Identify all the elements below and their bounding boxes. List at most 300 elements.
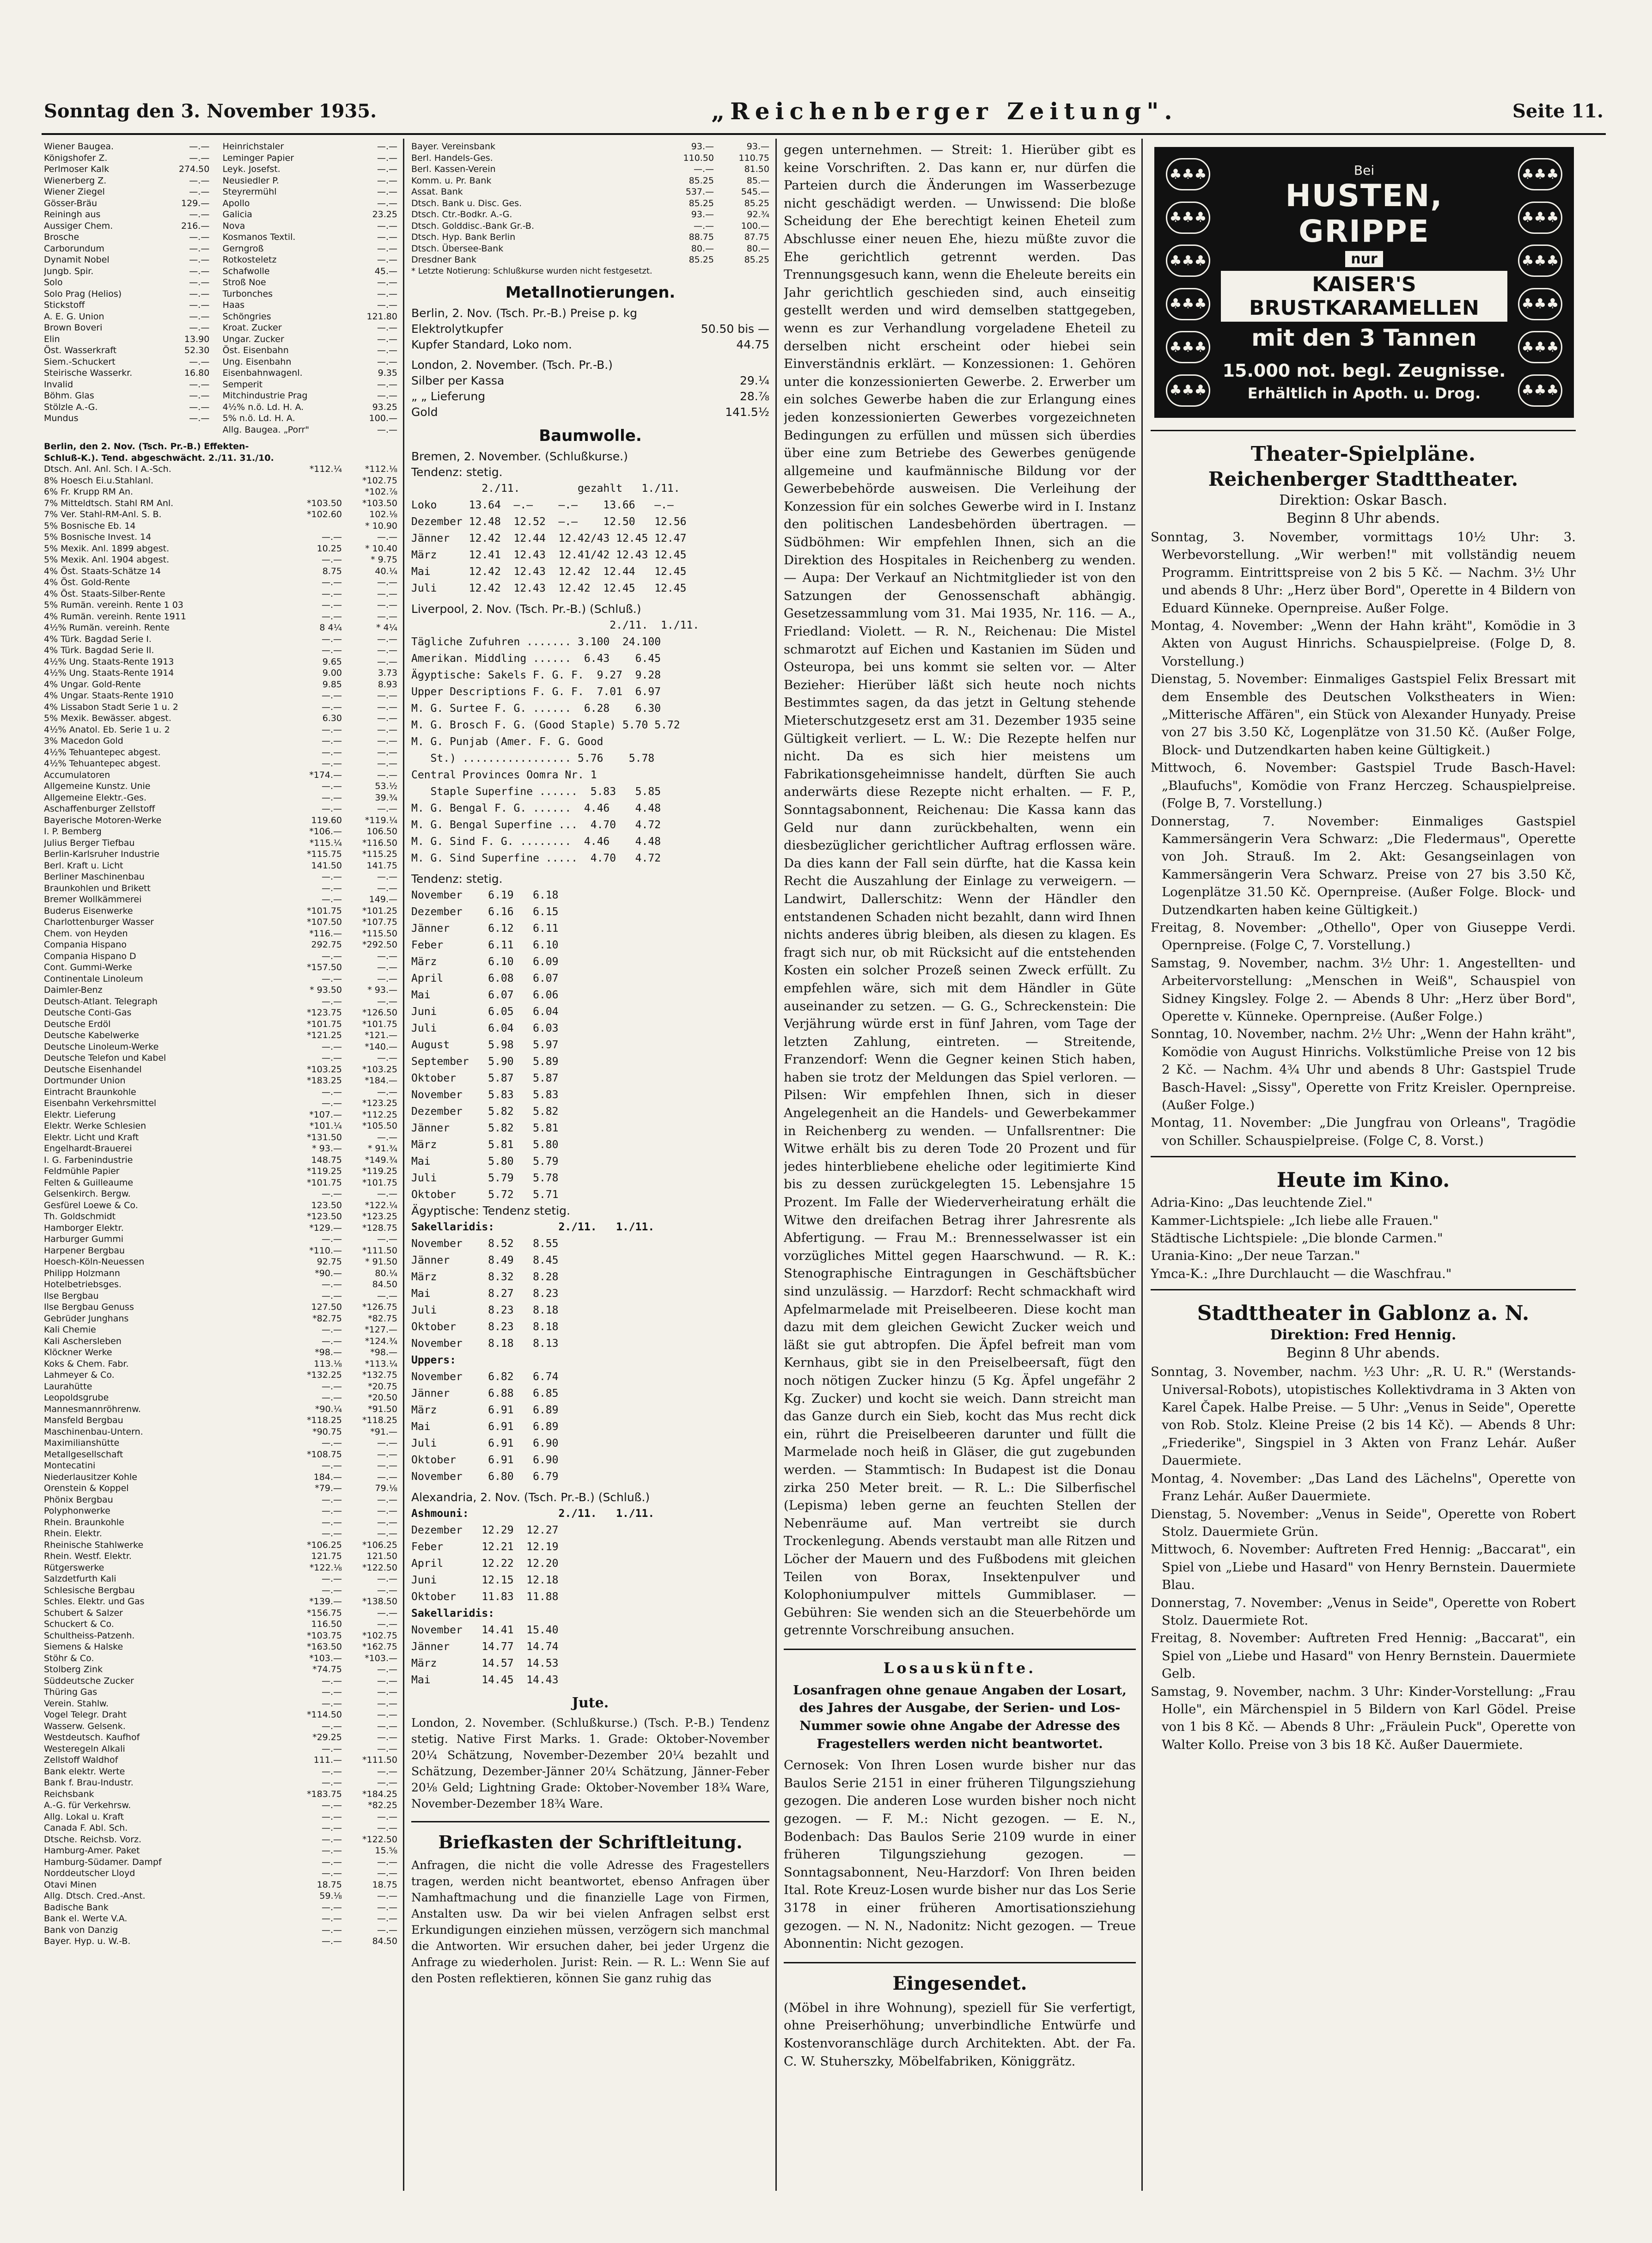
stock-value: —.—	[377, 1290, 397, 1301]
metal-row-label: Kupfer Standard, Loko nom.	[411, 338, 572, 351]
stock-name: Buderus Eisenwerke	[44, 905, 133, 916]
stock-name: Elektr. Werke Schlesien	[44, 1121, 146, 1131]
price-row: Mai 14.45 14.43	[411, 1674, 559, 1686]
stock-name: Eintracht Braunkohle	[44, 1087, 136, 1097]
stock-name: Perlmoser Kalk	[44, 164, 110, 174]
stock-row	[44, 1743, 397, 1755]
stock-row	[44, 1709, 397, 1721]
stock-row	[44, 1132, 397, 1143]
stock-name: Verein. Stahlw.	[44, 1698, 109, 1709]
stock-row	[44, 984, 397, 996]
stock-row	[44, 1109, 397, 1121]
price-row: Mai 6.91 6.89	[411, 1421, 559, 1433]
program-entry: Montag, 4. November: „Wenn der Hahn kräht", Komödie in 3 Akten von August Hinrichs. Schauspielpreise. (Folge D, 8. Vorstellung.)	[1151, 618, 1576, 669]
stock-name: Ungar. Zucker	[222, 334, 284, 344]
stock-value: —.—	[377, 736, 397, 746]
stock-name: Chem. von Heyden	[44, 928, 128, 939]
stock-name: 5% Rumän. vereinh. Rente 1 03	[44, 600, 183, 610]
price-row: Amerikan. Middling ...... 6.43 6.45	[411, 653, 661, 665]
stock-name: Deutsche Erdöl	[44, 1019, 111, 1029]
stock-value: —.—	[321, 1675, 342, 1686]
stock-value: *101.75	[362, 1177, 397, 1188]
stock-row	[44, 1437, 397, 1449]
stock-value: *106.25	[307, 1540, 342, 1550]
stock-value: 53.½	[375, 781, 397, 791]
stock-value: —.—	[321, 1687, 342, 1697]
stock-row	[44, 1562, 397, 1574]
ashmouni-rows	[411, 1522, 769, 1605]
stock-value: 84.50	[372, 1936, 397, 1946]
stock-value: 52.30	[184, 345, 210, 355]
ashmouni-header: Ashmouni: 2./11. 1./11.	[411, 1508, 655, 1520]
stock-value: 184.—	[313, 1472, 342, 1482]
program-entry: Dienstag, 5. November: „Venus in Seide", Operette von Robert Stolz. Dauermiete Grün.	[1151, 1506, 1576, 1539]
stock-name: Elektr. Lieferung	[44, 1109, 116, 1120]
stock-value: *105.50	[362, 1121, 397, 1131]
stock-row	[44, 1256, 397, 1268]
stock-name: Elin	[44, 334, 60, 344]
stock-value: —.—	[377, 1449, 397, 1460]
bank-name: Bayer. Vereinsbank	[411, 141, 496, 152]
metal-london-row	[411, 373, 769, 389]
stock-name: A. E. G. Union	[44, 311, 104, 322]
stock-value: —.—	[377, 1710, 397, 1720]
stock-row	[44, 1347, 397, 1358]
stock-name: Invalid	[44, 379, 73, 390]
program-entry: Samstag, 9. November, nachm. 3½ Uhr: 1. Angestellten- und Arbeitervorstellung: „Menschen in Weiß", Schauspiel von Sidney Kingsley. Folge 2. — Abends 8 Uhr: „Herz über Bord", Operette v. Künneke. Opernpreise. (Außer Folge.)	[1151, 955, 1576, 1024]
stock-row	[44, 266, 397, 277]
stock-row	[44, 532, 397, 543]
stock-value: —.—	[189, 277, 210, 287]
stock-name: 5% Mexik. Anl. 1899 abgest.	[44, 543, 170, 554]
stock-row	[44, 781, 397, 792]
stock-name: Semperit	[222, 379, 263, 390]
stock-value: —.—	[189, 153, 210, 163]
metal-row-value: 50.50 bis —	[701, 322, 769, 336]
stock-name: Schöngries	[222, 311, 271, 322]
stock-name: Phönix Bergbau	[44, 1494, 113, 1505]
bank-value: 100.—	[741, 220, 769, 231]
uppers-rows	[411, 1369, 769, 1485]
stock-row	[44, 1143, 397, 1155]
stock-name: Aschaffenburger Zellstoff	[44, 804, 155, 814]
price-row: Jänner 14.77 14.74	[411, 1641, 559, 1653]
kino-list	[1151, 1194, 1576, 1283]
price-row: März 8.32 8.28	[411, 1271, 559, 1283]
bank-name: Dresdner Bank	[411, 255, 476, 265]
price-row: Central Provinces Oomra Nr. 1	[411, 769, 597, 781]
stock-value: —.—	[321, 1800, 342, 1810]
ad-text	[1221, 158, 1507, 407]
stock-name: Reiningh aus	[44, 209, 101, 220]
page-header	[44, 95, 1603, 127]
stock-name: Öst. Eisenbahn	[222, 345, 289, 355]
stock-value: —.—	[321, 1868, 342, 1878]
stock-value: *119.25	[307, 1166, 342, 1176]
bank-value: 88.75	[689, 232, 714, 242]
stock-value: —.—	[321, 1834, 342, 1845]
stock-value: *107.—	[309, 1109, 342, 1120]
stock-value: *82.75	[368, 1313, 397, 1324]
stock-row	[44, 475, 397, 487]
stock-row	[44, 1596, 397, 1607]
stock-name: Compania Hispano	[44, 940, 127, 950]
stock-value: —.—	[321, 555, 342, 565]
stock-name: Salzdetfurth Kali	[44, 1574, 116, 1584]
stock-value: 13.90	[184, 334, 210, 344]
stock-name: 5% n.ö. Ld. H. A.	[222, 413, 295, 423]
berlin-stock-list	[44, 464, 397, 1947]
stock-value: —.—	[377, 1438, 397, 1448]
stock-value: *163.50	[307, 1642, 342, 1652]
stock-name: Bank von Danzig	[44, 1925, 118, 1935]
column-divider-2	[775, 139, 777, 2191]
stock-name: Niederlausitzer Kohle	[44, 1472, 137, 1482]
stock-value: —.—	[321, 1234, 342, 1244]
uppers-header: Uppers:	[411, 1354, 456, 1366]
stock-value: —.—	[377, 288, 397, 299]
stock-value: *115.50	[362, 928, 397, 939]
stock-value: —.—	[321, 1381, 342, 1392]
stock-row	[44, 1936, 397, 1947]
price-row: Juli 8.23 8.18	[411, 1304, 559, 1316]
stock-value: * 10.90	[365, 520, 397, 531]
kino-entry: Urania-Kino: „Der neue Tarzan."	[1151, 1248, 1360, 1264]
stock-row	[44, 390, 397, 402]
stock-row	[44, 1302, 397, 1313]
stock-row	[44, 577, 397, 588]
stock-value: *162.75	[362, 1642, 397, 1652]
stock-name: Schlesische Bergbau	[44, 1585, 135, 1595]
letters-column	[784, 141, 1136, 2193]
price-row: Jänner 12.42 12.44 12.42/43 12.45 12.47	[411, 532, 687, 544]
stock-name: Carborundum	[44, 243, 104, 254]
stock-value: *140.—	[365, 1041, 397, 1052]
stock-name: Gelsenkirch. Bergw.	[44, 1189, 131, 1199]
stock-row	[44, 345, 397, 356]
price-row: März 5.81 5.80	[411, 1139, 559, 1151]
stock-row	[44, 141, 397, 153]
price-row: Jänner 8.49 8.45	[411, 1254, 559, 1266]
tree-icon: ♣♣♣	[1166, 244, 1210, 277]
stock-value: *112.¼	[309, 464, 342, 474]
stock-row	[44, 1664, 397, 1675]
stock-value: —.—	[321, 951, 342, 961]
stock-value: *122.50	[362, 1834, 397, 1845]
stock-value: *183.25	[307, 1076, 342, 1086]
stock-value: —.—	[189, 243, 210, 254]
stock-value: *101.75	[307, 905, 342, 916]
stock-row	[44, 1426, 397, 1438]
stock-name: Westeregeln Alkali	[44, 1743, 125, 1754]
price-row: Upper Descriptions F. G. F. 7.01 6.97	[411, 686, 661, 698]
bank-value: 80.—	[746, 243, 769, 254]
kino-entry: Ymca-K.: „Ihre Durchlaucht — die Waschfrau."	[1151, 1266, 1452, 1281]
price-row: Oktober 11.83 11.88	[411, 1591, 559, 1603]
reichenberg-theater-title: Reichenberger Stadttheater.	[1208, 468, 1518, 490]
stock-row	[44, 1483, 397, 1494]
stock-value: *101.75	[362, 1019, 397, 1029]
stock-value: 9.65	[322, 656, 342, 667]
stock-value: *103.—	[309, 1653, 342, 1663]
ad-tree-border-right	[1515, 158, 1566, 407]
stock-name: Norddeutscher Lloyd	[44, 1868, 135, 1878]
stock-value: —.—	[377, 1517, 397, 1528]
stock-name: Rütgerswerke	[44, 1562, 104, 1573]
price-row: Oktober 5.87 5.87	[411, 1072, 559, 1084]
stock-row	[44, 1313, 397, 1325]
stock-value: 92.75	[317, 1257, 342, 1267]
stock-name: Bremer Wollkämmerei	[44, 894, 142, 905]
stock-name: Kali Chemie	[44, 1325, 96, 1335]
stock-row	[44, 1653, 397, 1664]
stock-name: Allg. Lokal u. Kraft	[44, 1811, 124, 1822]
price-row: Oktober 8.23 8.18	[411, 1321, 559, 1333]
stock-name: Rhein. Braunkohle	[44, 1517, 124, 1528]
stock-row	[44, 566, 397, 577]
stock-value: *79.—	[315, 1483, 342, 1493]
bank-value: —.—	[693, 164, 714, 174]
stock-name: Julius Berger Tiefbau	[44, 837, 135, 848]
stock-value: —.—	[321, 1041, 342, 1052]
stock-name: Felten & Guilleaume	[44, 1177, 134, 1188]
stock-value: —.—	[189, 187, 210, 197]
stock-name: Ung. Eisenbahn	[222, 356, 292, 367]
stock-value: —.—	[321, 1098, 342, 1108]
bank-value: 80.—	[691, 243, 714, 254]
bank-value: 85.—	[746, 175, 769, 186]
stock-value: *102.60	[307, 509, 342, 519]
kino-entry: Adria-Kino: „Das leuchtende Ziel."	[1151, 1195, 1373, 1210]
gablonz-rule	[1151, 1289, 1576, 1290]
gablonz-theater-title: Stadttheater in Gablonz a. N.	[1197, 1302, 1530, 1326]
stock-value: —.—	[377, 1189, 397, 1199]
stock-value: —.—	[377, 1732, 397, 1742]
stock-name: 4½% Anatol. Eb. Serie 1 u. 2	[44, 724, 170, 735]
stock-row	[44, 1211, 397, 1222]
stock-value: —.—	[377, 724, 397, 735]
metal-london-row	[411, 404, 769, 420]
stock-value: 79.⅛	[375, 1483, 397, 1493]
stock-value: 100.—	[369, 413, 397, 423]
stock-value: *102.⅞	[365, 487, 397, 497]
stock-row	[44, 588, 397, 600]
stock-row	[44, 917, 397, 928]
briefkasten-rule	[411, 1821, 769, 1822]
stock-row	[44, 1075, 397, 1087]
tree-icon: ♣♣♣	[1166, 158, 1210, 190]
tree-icon: ♣♣♣	[1518, 288, 1562, 320]
bank-value: 87.75	[744, 232, 769, 242]
price-row: März 6.10 6.09	[411, 956, 559, 968]
stock-value: *103.75	[307, 1630, 342, 1641]
price-row: März 14.57 14.53	[411, 1657, 559, 1669]
stock-value: *115.¼	[309, 837, 342, 848]
stock-value: —.—	[321, 577, 342, 587]
price-row: M. G. Sind Superfine ..... 4.70 4.72	[411, 852, 661, 864]
stock-value: *183.75	[307, 1789, 342, 1799]
price-row: November 5.83 5.83	[411, 1089, 559, 1101]
bank-name: Dtsch. Golddisc.-Bank Gr.-B.	[411, 220, 534, 231]
liverpool-header: 2./11. 1./11.	[411, 619, 700, 631]
ad-product: KAISER'S BRUSTKARAMELLEN	[1221, 271, 1507, 322]
stock-row	[44, 1505, 397, 1517]
stock-name: Steyrermühl	[222, 187, 277, 197]
stock-value: * 93.—	[312, 1143, 342, 1154]
stock-value: —.—	[189, 232, 210, 242]
stock-name: 4½% Tehuantepec abgest.	[44, 747, 161, 758]
stock-value: 18.75	[372, 1879, 397, 1890]
stock-name: Ilse Bergbau	[44, 1290, 99, 1301]
stock-value: —.—	[321, 736, 342, 746]
stock-value: 129.—	[181, 198, 210, 208]
stock-value: *174.—	[309, 770, 342, 780]
stock-value: —.—	[321, 1189, 342, 1199]
stock-name: Brown Boveri	[44, 323, 103, 333]
stock-name: Mitchindustrie Prag	[222, 391, 308, 401]
stock-row	[44, 815, 397, 826]
stock-value: —.—	[377, 356, 397, 367]
stock-row	[44, 645, 397, 656]
stock-value: 274.50	[178, 164, 210, 174]
metal-london-row	[411, 389, 769, 404]
bank-name: Komm. u. Pr. Bank	[411, 175, 492, 186]
stock-row	[44, 1607, 397, 1619]
stock-row	[44, 1925, 397, 1936]
stock-value: —.—	[377, 1778, 397, 1788]
stock-value: —.—	[377, 577, 397, 587]
metal-london-row-label: Gold	[411, 405, 438, 419]
stock-name: Eisenbahnwagenl.	[222, 368, 303, 378]
stock-name: 4% Lissabon Stadt Serie 1 u. 2	[44, 702, 178, 712]
stock-name: Deutsche Linoleum-Werke	[44, 1041, 159, 1052]
sakel-rows	[411, 1235, 769, 1352]
stock-name: Stickstoff	[44, 300, 85, 310]
stock-value: —.—	[321, 634, 342, 644]
stock-name: Rhein. Westf. Elektr.	[44, 1551, 132, 1561]
stock-value: *90.¼	[315, 1404, 342, 1414]
stock-value: * 10.40	[365, 543, 397, 554]
bank-row	[411, 186, 769, 198]
theater-column	[1151, 430, 1576, 2191]
metal-london-row-value: 141.5½	[725, 405, 769, 419]
stock-value: 3.73	[378, 668, 397, 678]
stock-name: 6% Fr. Krupp RM An.	[44, 487, 134, 497]
stock-value: —.—	[321, 1778, 342, 1788]
ad-zeugnisse: 15.000 not. begl. Zeugnisse.	[1222, 361, 1506, 381]
stock-row	[44, 1528, 397, 1540]
stock-value: —.—	[321, 996, 342, 1007]
stock-row	[44, 1868, 397, 1879]
metal-title: Metallnotierungen.	[505, 283, 676, 302]
stock-value: —.—	[189, 379, 210, 390]
stock-row	[44, 1087, 397, 1098]
program-entry: Sonntag, 10. November, nachm. 2½ Uhr: „Wenn der Hahn kräht", Komödie von August Hinrichs. Volkstümliche Preise von 12 bis 2 Kč. — Nachm. 4¾ Uhr und abends 8 Uhr: Gastspiel Trude Basch-Havel: „Sissy", Operette von Fritz Kreisler. Opernpreise. (Außer Folge.)	[1151, 1027, 1576, 1112]
stock-value: —.—	[377, 1925, 397, 1935]
stock-row	[44, 1019, 397, 1030]
stock-value: —.—	[321, 1087, 342, 1097]
price-row: St.) ................. 5.76 5.78	[411, 752, 655, 764]
stock-name: 4% Öst. Gold-Rente	[44, 577, 130, 587]
stock-value: *20.75	[368, 1381, 397, 1392]
stock-row	[44, 1098, 397, 1109]
stock-row	[44, 322, 397, 334]
stock-row	[44, 209, 397, 220]
stock-value: —.—	[377, 379, 397, 390]
stock-value: 23.25	[372, 209, 397, 220]
stock-value: *292.50	[362, 940, 397, 950]
jute-title: Jute.	[572, 1695, 609, 1711]
stock-value: *111.50	[362, 1245, 397, 1256]
stock-value: —.—	[377, 153, 397, 163]
metal-london-row-value: 29.¼	[740, 374, 769, 387]
stock-value: *103.50	[307, 498, 342, 508]
stock-name: Bank el. Werte V.A.	[44, 1913, 128, 1924]
stock-name: Mundus	[44, 413, 79, 423]
bank-row	[411, 232, 769, 243]
stock-value: 84.50	[372, 1279, 397, 1290]
stock-value: —.—	[321, 1438, 342, 1448]
stock-name: 4% Rumän. vereinh. Rente 1911	[44, 611, 186, 622]
stock-value: —.—	[377, 1461, 397, 1471]
stock-value: *98.—	[370, 1347, 397, 1357]
stock-name: Deutsche Telefon und Kabel	[44, 1053, 166, 1063]
stock-row	[44, 486, 397, 498]
stock-row	[44, 1551, 397, 1562]
stock-name: Braunkohlen und Brikett	[44, 883, 151, 893]
stock-value: *126.75	[362, 1302, 397, 1312]
stock-row	[44, 175, 397, 187]
stock-value: —.—	[321, 973, 342, 984]
stock-value: —.—	[377, 1528, 397, 1539]
stock-value: *91.50	[368, 1404, 397, 1414]
kino-entry: Kammer-Lichtspiele: „Ich liebe alle Frauen."	[1151, 1213, 1439, 1228]
stock-name: Accumulatoren	[44, 770, 110, 780]
stock-row	[44, 1777, 397, 1789]
stock-value: —.—	[377, 323, 397, 333]
stock-value: *156.75	[307, 1607, 342, 1618]
bank-value: 92.¾	[747, 209, 769, 220]
stock-value: —.—	[377, 1506, 397, 1516]
bank-value: 93.—	[691, 141, 714, 152]
stock-name: Dtsch. Anl. Anl. Sch. I A.-Sch.	[44, 464, 171, 474]
stock-row	[44, 1630, 397, 1642]
stock-value: —.—	[321, 1336, 342, 1346]
stock-value: —.—	[377, 588, 397, 599]
stock-value: 149.—	[369, 894, 397, 905]
stock-name: Königshofer Z.	[44, 153, 108, 163]
stock-value: *139.—	[309, 1596, 342, 1607]
stock-name: Dynamit Nobel	[44, 255, 110, 265]
stock-row	[44, 1754, 397, 1766]
stock-name: Berl. Kraft u. Licht	[44, 860, 123, 871]
stock-name: Orenstein & Koppel	[44, 1483, 129, 1493]
stock-name: Mansfeld Bergbau	[44, 1415, 123, 1425]
stock-value: *101.¼	[309, 1121, 342, 1131]
stock-row	[44, 1641, 397, 1653]
stock-value: —.—	[377, 175, 397, 186]
stock-name: Öst. Wasserkraft	[44, 345, 117, 355]
stock-row	[44, 656, 397, 668]
header-rule	[42, 133, 1606, 135]
stock-name: Steirische Wasserkr.	[44, 368, 133, 378]
cotton-liverpool: Liverpool, 2. Nov. (Tsch. Pr.-B.) (Schluß.)	[411, 602, 641, 616]
stock-name: Turbonches	[222, 288, 273, 299]
program-entry: Freitag, 8. November: „Othello", Oper von Giuseppe Verdi. Opernpreise. (Folge C, 7. Vorstellung.)	[1151, 920, 1576, 953]
stock-value: 9.35	[378, 368, 397, 378]
briefkasten-text: Anfragen, die nicht die volle Adresse des Fragestellers tragen, werden nicht beantwortet, ebenso Anfragen über Namhaftmachung und die finanzielle Lage von Firmen, Anstalten usw. Da wir bei vielen Anfragen selbst erst Erkundigungen einziehen müssen, verzögern sich manchmal die Antworten. Wir ersuchen daher, bei jeder Urgenz die Anfrage zu wiederholen. Jurist: Rein. — R. L.: Wenn Sie auf den Posten reflektieren, können Sie ganz ruhig das	[411, 1858, 769, 1985]
stock-value: *102.75	[362, 475, 397, 486]
